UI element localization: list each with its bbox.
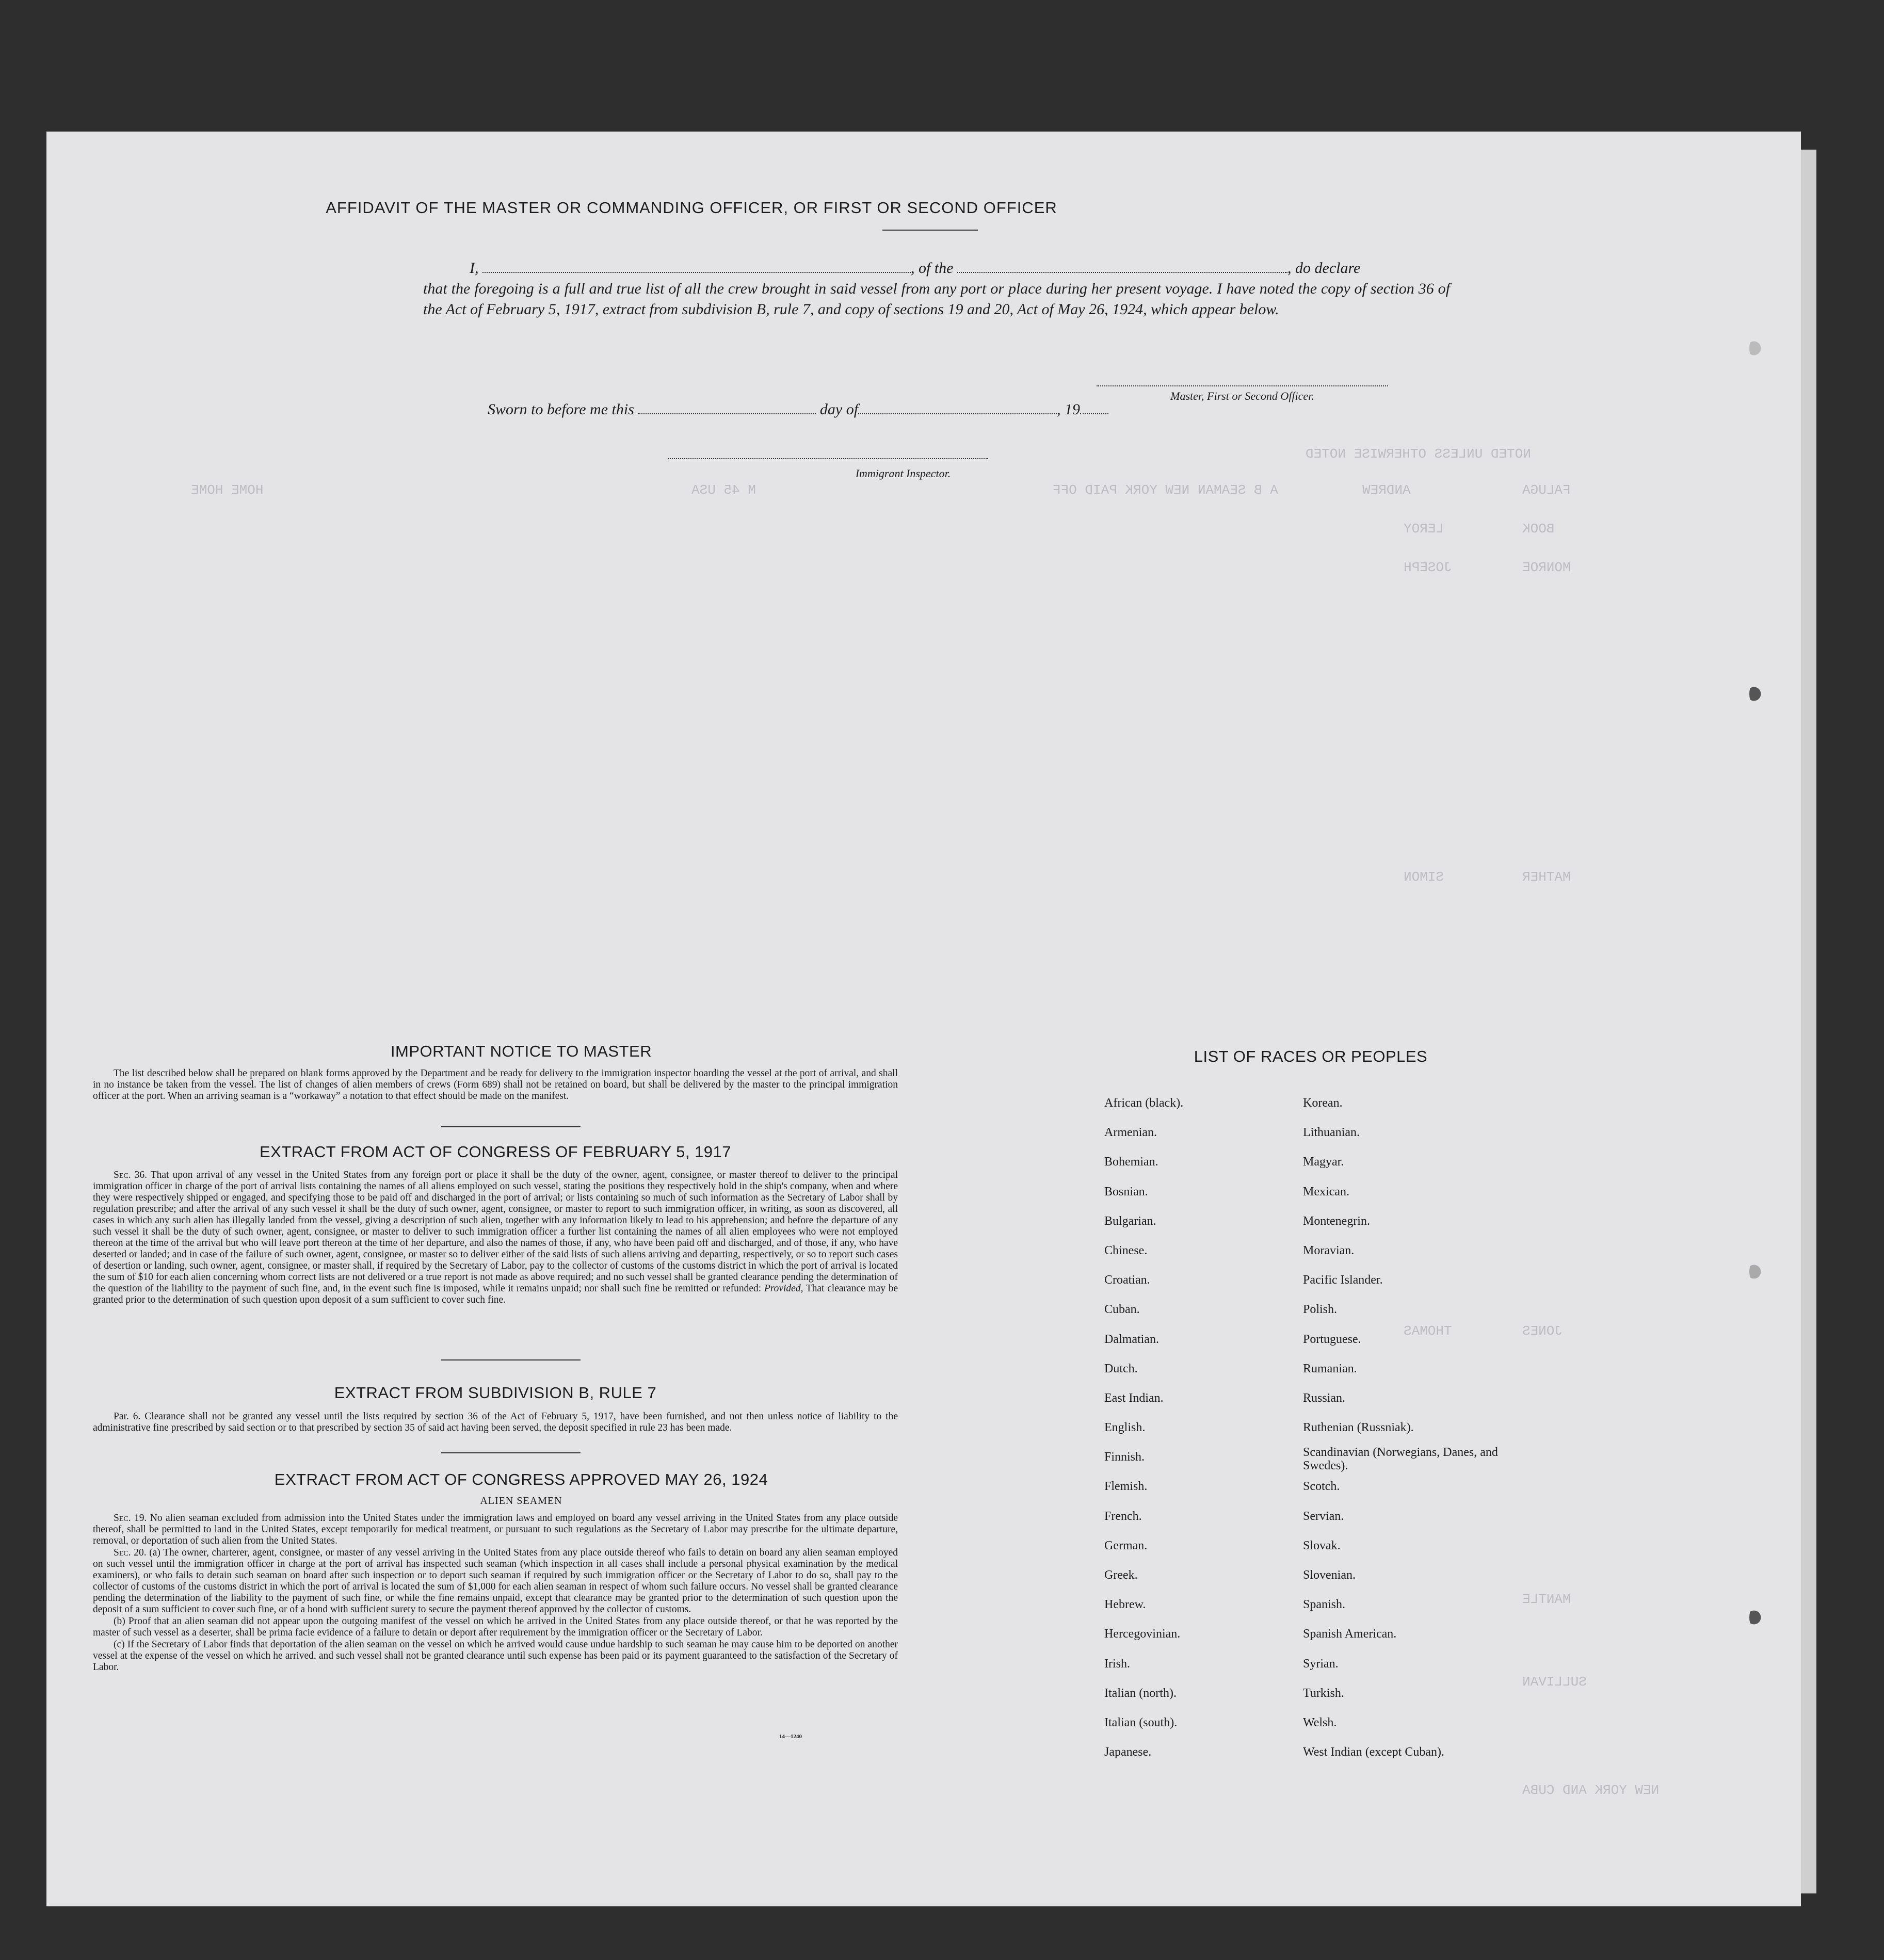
race-item: Korean. [1303, 1096, 1343, 1110]
binder-hole [1749, 1605, 1765, 1630]
race-item: Hebrew. [1104, 1598, 1146, 1612]
act-1917-text-block [93, 1170, 898, 1306]
race-item: Armenian. [1104, 1126, 1157, 1140]
race-item: Dalmatian. [1104, 1332, 1159, 1346]
act-1917-rule [441, 1359, 581, 1360]
races-column-2 [1303, 1089, 1520, 1767]
notice-title: IMPORTANT NOTICE TO MASTER [390, 1042, 652, 1060]
race-item: Syrian. [1303, 1657, 1339, 1671]
day-of-label: day of [819, 401, 859, 418]
race-item: Cuban. [1104, 1303, 1140, 1317]
race-item: Greek. [1104, 1568, 1138, 1582]
race-item: Irish. [1104, 1657, 1130, 1671]
sec-19-text: No alien seaman excluded from admission into the United States under the immigration laws and employed on board any vessel arriving in the United States from any place outside thereof, shall be permitted to land in the United States, except temporarily for medical treatment, or pursuant to such regulations as the Secretary of Labor may prescribe for the ultimate departure, removal, or deportation of such alien from the United States. [93, 1513, 898, 1546]
notice-text-block [93, 1068, 898, 1103]
sec-19-label: Sec. 19. [114, 1513, 147, 1524]
affidavit-text-block [423, 258, 1450, 320]
year-blank[interactable] [1080, 400, 1108, 414]
race-item: Rumanian. [1303, 1362, 1357, 1375]
sworn-label: Sworn to before me this [488, 401, 634, 418]
race-item: Finnish. [1104, 1450, 1145, 1464]
race-item: Servian. [1303, 1509, 1344, 1523]
sec-20-label: Sec. 20. [114, 1547, 147, 1558]
sec-36-text: That upon arrival of any vessel in the United States from any foreign port or place it shall be the duty of the owner, agent, consignee, or master thereof to deliver to the principal immigration officer in charge of the port of arrival lists containing the names of all aliens employed on such vessel, stating the positions they respectively hold in the ship's company, when and where they were respectively shipped or engaged, and specifying those to be paid off and discharged in the port of arrival; or lists containing so much of such information as the Secretary of Labor shall by regulation prescribe; and after the arrival of any such vessel it shall be the duty of such owner, agent, consignee, or master to report to such immigration officer, in writing, as soon as discovered, all cases in which any such alien has illegally landed from the vessel, giving a description of such alien, together with any information likely to lead to his apprehension; and before the departure of any such vessel it shall be the duty of such owner, agent, consignee, or master to deliver to such immigration officer a further list containing the names of all alien employees who were not employed thereon at the time of the arrival but who will leave port thereon at the time of her departure, and also the names of those, if any, who have been paid off and discharged, and of those, if any, who have deserted or landed; and in case of the failure of such owner, agent, consignee, or master so to deliver either of the said lists of such aliens arriving and departing, respectively, or so to report such cases of desertion or landing, such owner, agent, consignee, or master shall, if required by the Secretary of Labor, pay to the collector of customs of the customs district in which the port of arrival is located the sum of $10 for each alien concerning whom correct lists are not delivered or a true report is not made as above required; and no such vessel shall be granted clearance pending the determination of the question of the liability to the payment of such fine, and, in the event such fine is imposed, while it remains unpaid; nor shall such fine be remitted or refunded: [93, 1170, 898, 1294]
notice-text: The list described below shall be prepared on blank forms approved by the Department and be ready for delivery to the immigration inspector boarding the vessel at the port of arrival, and shall in no instance be taken from the vessel. The list of changes of alien members of crews (Form 689) shall not be retained on board, but shall be delivered by the master to the principal immigration officer at the port. When an arriving seaman is a “workaway” a notation to that effect should be made on the manifest. [93, 1068, 898, 1102]
rule-7-text-block [93, 1411, 898, 1434]
form-number: 14—1240 [779, 1734, 802, 1740]
proviso-text: That clearance may be granted prior to the determination of such question upon deposit of a sum sufficient to cover such fine. [93, 1283, 898, 1305]
notice-rule [441, 1126, 581, 1127]
races-column-1 [1104, 1089, 1275, 1767]
race-item: Italian (north). [1104, 1686, 1177, 1700]
binder-hole [1749, 681, 1765, 707]
document-page: HOME HOME M 45 USA A B SEAMAN NEW YORK PAID OFF ANDREW FALUGA NOTED UNLESS OTHERWISE NOTED LEROY BOOK JOSEPH MONROE SIMON MATHER THOMAS JONES MANTLE SULLIVAN NEW YORK AND CUBA AFFIDAVIT OF THE MASTER OR COMMANDING OFFICER, OR FIRST OR SECOND OFFICER I, , of the , do declare that the foregoing is a full and true list of all the crew brought in said vessel from any port or place during her present voyage. I have noted the copy of section 36 of the Act of February 5, 1917, extract from subdivision B, rule 7, and copy of sections 19 and 20, Act of May 26, 1924, which appear below. Master, First or Second Officer. Sworn to before me this day of , 19 Immigrant Inspector. IMPORTANT NOTICE TO MASTER The list described below shall be prepared on blank forms approved by the Department and be ready for delivery to the immigration inspector boarding the vessel at the port of arrival, and shall in no instance be taken from the vessel. The list of changes of alien members of crews (Form 689) shall not be retained on board, but shall be delivered by the master to the principal immigration officer at the port. When an arriving seaman is a “workaway” a notation to that effect should be made on the manifest. EXTRACT FROM ACT OF CONGRESS OF FEBRUARY 5, 1917 Sec. 36. That upon arrival of any vessel in the United States from any foreign port or place it shall be the duty of the owner, agent, consignee, or master thereof to deliver to the principal immigration officer in charge of the port of arrival lists containing the names of all aliens employed on such vessel, stating the positions they respectively hold in the ship's company, when and where they were respectively shipped or engaged, and specifying those to be paid off and discharged in the port of arrival; or lists containing so much of such information as the Secretary of Labor shall by regulation prescribe; and after the arrival of any such vessel it shall be the duty of such owner, agent, consignee, or master to report to such immigration officer, in writing, as soon as discovered, all cases in which any such alien has illegally landed from the vessel, giving a description of such alien, together with any information likely to lead to his apprehension; and before the departure of any such vessel it shall be the duty of such owner, agent, consignee, or master to deliver to such immigration officer a further list containing the names of all alien employees who were not employed thereon at the time of the arrival but who will leave port thereon at the time of her departure, and also the names of those, if any, who have been paid off and discharged, and of those, if any, who have deserted or landed; and in case of the failure of such owner, agent, consignee, or master so to deliver either of the said lists of such aliens arriving and departing, respectively, or so to report such cases of desertion or landing, such owner, agent, consignee, or master shall, if required by the Secretary of Labor, pay to the collector of customs of the customs district in which the port of arrival is located the sum of $10 for each alien concerning whom correct lists are not delivered or a true report is not made as above required; and no such vessel shall be granted clearance pending the determination of the question of the liability to the payment of such fine, and, in the event such fine is imposed, while it remains unpaid; nor shall such fine be remitted or refunded: Provided, That clearance may be granted prior to the determination of such question upon deposit of a sum sufficient to cover such fine. EXTRACT FROM SUBDIVISION B, RULE 7 Par. 6. Clearance shall not be granted any vessel until the lists required by section 36 of the Act of February 5, 1917, have been furnished, and not then unless notice of liability to the administrative fine prescribed by said section or to that prescribed by section 35 of said act having been served, the deposit specified in rule 23 has been made. EXTRACT FROM ACT OF CONGRESS APPROVED MAY 26, 1924 ALIEN SEAMEN Sec. 19. No alien seaman excluded from admission into the United States under the immigration laws and employed on board any vessel arriving in the United States from any place outside thereof, shall be permitted to land in the United States, except temporarily for medical treatment, or pursuant to such regulations as the Secretary of Labor may prescribe for the ultimate departure, removal, or deportation of such alien from the United States. Sec. 20. (a) The owner, charterer, agent, consignee, or master of any vessel arriving in the United States from any place outside thereof who fails to detain on board any alien seaman employed on such vessel until the immigration officer in charge at the port of arrival has inspected such seaman (which inspection in all cases shall include a personal physical examination by the medical examiners), or who fails to detain such seaman on board after such inspection or to deport such seaman if required by such immigration officer or the Secretary of Labor to do so, shall pay to the collector of customs of the customs district in which the port of arrival is located the sum of $1,000 for each alien seaman in respect of whom such failure occurs. No vessel shall be granted clearance pending the determination of the liability to the payment of such fine, or while the fine remains unpaid, except that clearance may be granted prior to the determination of such question upon the deposit of a sum sufficient to cover such fine, or of a bond with sufficient surety to secure the payment thereof approved by the collector of customs. (b) Proof that an alien seaman did not appear upon the outgoing manifest of the vessel on which he arrived in the United States from any place outside thereof, or that he was reported by the master of such vessel as a deserter, shall be prima facie evidence of a failure to detain or deport after requirement by the immigration officer or the Secretary of Labor. (c) If the Secretary of Labor finds that deportation of the alien seaman on the vessel on which he arrived would cause undue hardship to such seaman he may cause him to be deported on another vessel at the expense of the vessel on which he arrived, and such vessel shall not be granted clearance until such expense has been paid or its payment guaranteed to the satisfaction of the Secretary of Labor. 14—1240 LIST OF RACES OR PEOPLES African (black). Armenian. Bohemian. Bosnian. Bulgarian. Chinese. Croatian. Cuban. Dalmatian. Dutch. East Indian. English. Finnish. Flemish. French. German. Greek. Hebrew. Hercegovinian. Irish. Italian (north). Italian (south). Japanese. Korean. Lithuanian. Magyar. Mexican. Montenegrin. Moravian. Pacific Islander. Polish. Portuguese. Rumanian. Russian. Ruthenian (Russniak). Scandinavian (Norwegians, Danes, and Swedes). Scotch. Servian. Slovak. Slovenian. Spanish. Spanish American. Syrian. Turkish. Welsh. West Indian (except Cuban). [46, 132, 1801, 1906]
race-item: Turkish. [1303, 1686, 1344, 1700]
master-signature-caption: Master, First or Second Officer. [1170, 390, 1314, 402]
proviso-label: Provided, [764, 1283, 803, 1294]
rule-7-rule [441, 1452, 581, 1453]
race-item: Pacific Islander. [1303, 1273, 1383, 1287]
race-item: Russian. [1303, 1391, 1346, 1405]
race-item: Mexican. [1303, 1185, 1349, 1198]
races-title: LIST OF RACES OR PEOPLES [1194, 1047, 1428, 1065]
race-item: Slovak. [1303, 1538, 1341, 1552]
binder-hole [1749, 335, 1765, 361]
race-item: Spanish American. [1303, 1627, 1397, 1641]
race-item: Ruthenian (Russniak). [1303, 1421, 1414, 1435]
race-item: Polish. [1303, 1303, 1338, 1317]
race-item: Italian (south). [1104, 1715, 1178, 1729]
inspector-signature-line[interactable] [668, 458, 988, 459]
race-item: Slovenian. [1303, 1568, 1356, 1582]
race-item: Spanish. [1303, 1598, 1346, 1612]
race-item: East Indian. [1104, 1391, 1164, 1405]
inspector-caption: Immigrant Inspector. [855, 467, 951, 480]
affidavit-first-line [423, 258, 1450, 279]
of-the-label: , of the [911, 260, 954, 277]
race-item: Flemish. [1104, 1480, 1148, 1494]
race-item: German. [1104, 1538, 1148, 1552]
heading-rule [882, 230, 978, 231]
race-item: Bulgarian. [1104, 1214, 1156, 1228]
race-item: Japanese. [1104, 1745, 1152, 1759]
binder-hole [1749, 1259, 1765, 1285]
i-label: I, [470, 260, 479, 277]
vessel-blank[interactable] [957, 258, 1287, 273]
declare-label: , do declare [1287, 260, 1361, 277]
act-1924-title: EXTRACT FROM ACT OF CONGRESS APPROVED MAY 26, 1924 [274, 1470, 768, 1488]
race-item: Chinese. [1104, 1243, 1148, 1257]
master-signature-line[interactable] [1097, 385, 1388, 386]
race-item: Moravian. [1303, 1243, 1355, 1257]
affidavit-body: that the foregoing is a full and true list of all the crew brought in said vessel from any port or place during her present voyage. I have noted the copy of section 36 of the Act of February 5, 1917, extract from subdivision B, rule 7, and copy of sections 19 and 20, Act of May 26, 1924, which appear below. [423, 280, 1450, 318]
sec-20c-text: (c) If the Secretary of Labor finds that deportation of the alien seaman on the vessel on which he arrived would cause undue hardship to such seaman he may cause him to be deported on another vessel at the expense of the vessel on which he arrived, and such vessel shall not be granted clearance until such expense has been paid or its payment guaranteed to the satisfaction of the Secretary of Labor. [93, 1639, 898, 1673]
sworn-line [488, 400, 1262, 418]
rule-7-title: EXTRACT FROM SUBDIVISION B, RULE 7 [334, 1384, 657, 1402]
name-blank[interactable] [482, 258, 911, 273]
race-item: Welsh. [1303, 1715, 1337, 1729]
race-item: Scandinavian (Norwegians, Danes, and Swedes). [1303, 1446, 1498, 1473]
year-label: , 19 [1057, 401, 1081, 418]
act-1917-title: EXTRACT FROM ACT OF CONGRESS OF FEBRUARY 5, 1917 [259, 1143, 732, 1161]
race-item: French. [1104, 1509, 1142, 1523]
race-item: West Indian (except Cuban). [1303, 1745, 1444, 1759]
day-blank[interactable] [638, 400, 816, 414]
race-item: Hercegovinian. [1104, 1627, 1181, 1641]
race-item: Scotch. [1303, 1480, 1340, 1494]
race-item: Dutch. [1104, 1362, 1138, 1375]
race-item: Bosnian. [1104, 1185, 1148, 1198]
race-item: Portuguese. [1303, 1332, 1361, 1346]
alien-seamen-subtitle: ALIEN SEAMEN [480, 1495, 562, 1507]
rule-7-text: Par. 6. Clearance shall not be granted any vessel until the lists required by section 36 of the Act of February 5, 1917, have been furnished, and not then unless notice of liability to the administrative fine prescribed by said section or to that prescribed by section 35 of said act having been served, the deposit specified in rule 23 has been made. [93, 1411, 898, 1433]
month-blank[interactable] [858, 400, 1057, 414]
sec-20b-text: (b) Proof that an alien seaman did not appear upon the outgoing manifest of the vessel on which he arrived in the United States from any place outside thereof, or that he was reported by the master of such vessel as a deserter, shall be prima facie evidence of a failure to detain or deport after requirement by the immigration officer or the Secretary of Labor. [93, 1616, 898, 1638]
race-item: Magyar. [1303, 1155, 1344, 1169]
affidavit-heading: AFFIDAVIT OF THE MASTER OR COMMANDING OFFICER, OR FIRST OR SECOND OFFICER [326, 199, 1057, 217]
act-1924-text-block [93, 1513, 898, 1674]
race-item: Croatian. [1104, 1273, 1150, 1287]
sec-20a-text: (a) The owner, charterer, agent, consignee, or master of any vessel arriving in the United States from any place outside thereof who fails to detain on board any alien seaman employed on such vessel until the immigration officer in charge at the port of arrival has inspected such seaman (which inspection in all cases shall include a personal physical examination by the medical examiners), or who fails to detain such seaman on board after such inspection or to deport such seaman if required by such immigration officer or the Secretary of Labor to do so, shall pay to the collector of customs of the customs district in which the port of arrival is located the sum of $1,000 for each alien seaman in respect of whom such failure occurs. No vessel shall be granted clearance pending the determination of the liability to the payment of such fine, or while the fine remains unpaid, except that clearance may be granted prior to the determination of such question upon the deposit of a sum sufficient to cover such fine, or of a bond with sufficient surety to secure the payment thereof approved by the collector of customs. [93, 1547, 898, 1615]
race-item: African (black). [1104, 1096, 1184, 1110]
race-item: English. [1104, 1421, 1146, 1435]
race-item: Bohemian. [1104, 1155, 1158, 1169]
sec-36-label: Sec. 36. [114, 1170, 148, 1180]
race-item: Montenegrin. [1303, 1214, 1370, 1228]
race-item: Lithuanian. [1303, 1126, 1360, 1140]
